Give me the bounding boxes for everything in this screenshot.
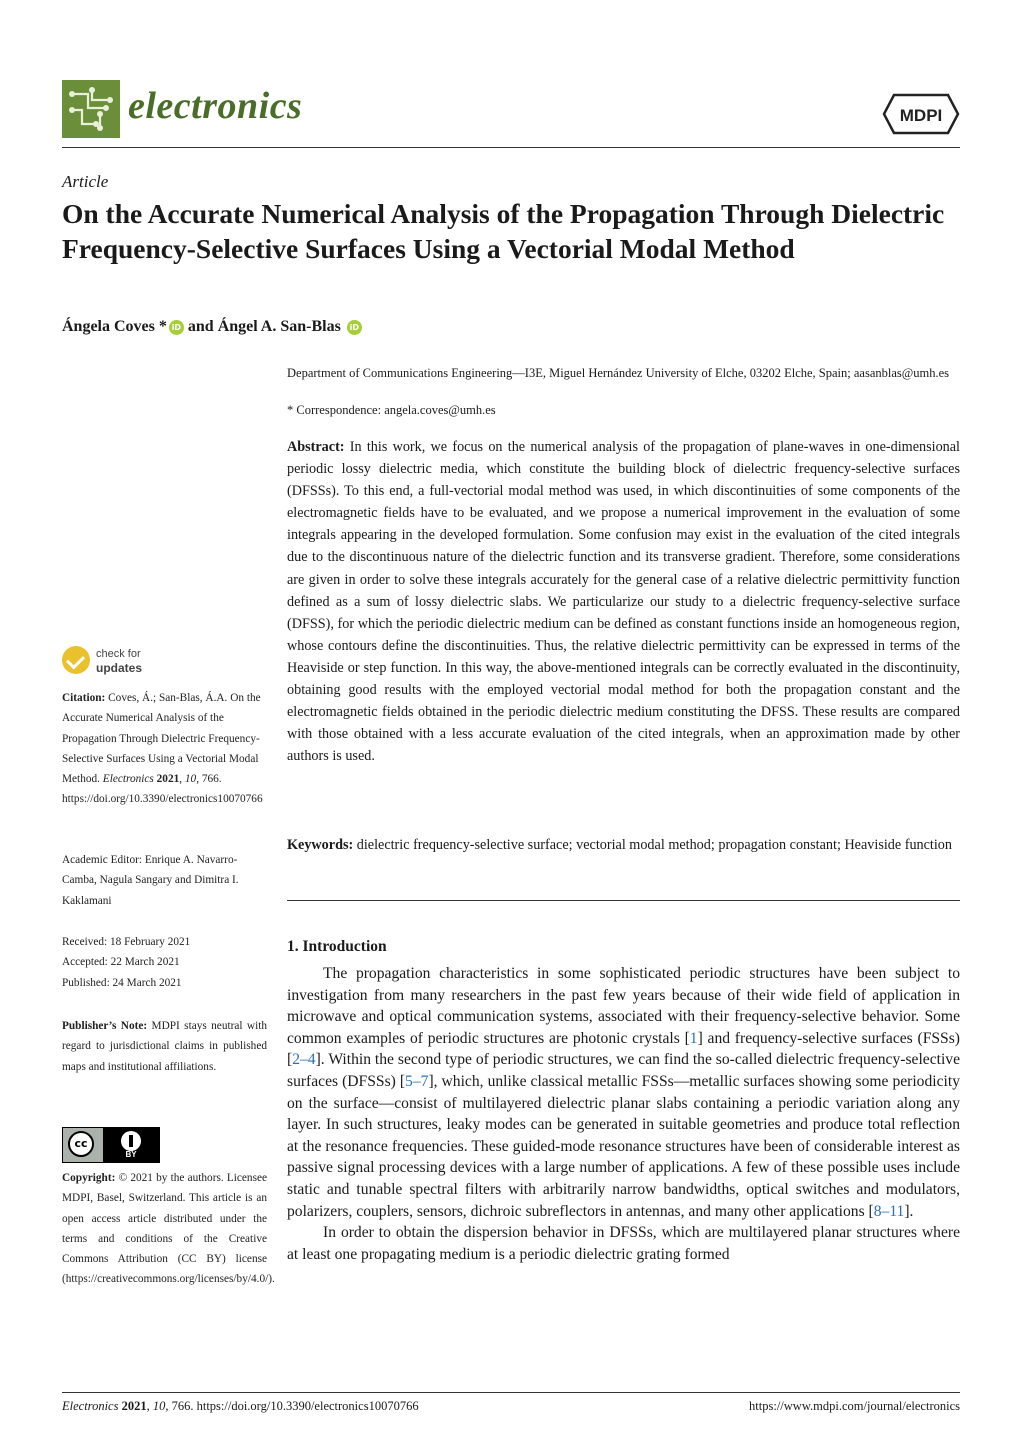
cc-icon: cc	[68, 1131, 94, 1157]
reference-range-dash: –	[412, 1072, 421, 1090]
received-date: Received: 18 February 2021	[62, 936, 191, 948]
reference-range-dash: –	[300, 1051, 308, 1069]
footer-journal: Electronics	[62, 1399, 119, 1413]
affiliation-text: Department of Communications Engineering—I3E, Miguel Hernández University of Elche, 03202 Elche, Spain; aasanblas@umh.es	[287, 366, 950, 380]
author-2[interactable]: Ángel A. San-Blas	[217, 318, 341, 335]
updates-text: updates	[96, 661, 143, 675]
author-connector: and	[187, 318, 214, 335]
keywords-text: dielectric frequency-selective surface; vectorial modal method; propagation constant; Heaviside function	[356, 837, 952, 853]
check-icon	[62, 646, 90, 674]
intro-text: The propagation characteristics in some sophisticated periodic structures have been subject to investigation from many researchers in the past few years because of their wide field of application in microwave and optical communication systems, associated with their frequency-selective behavior. Some common examples of periodic structures are photonic crystals [	[287, 965, 960, 1047]
author-1[interactable]: Ángela Coves *	[62, 318, 167, 335]
header-divider	[62, 147, 960, 148]
correspondence: * Correspondence: angela.coves@umh.es	[287, 403, 496, 417]
by-section	[103, 1128, 159, 1162]
intro-text: ]. Within the second type of periodic structures, we can find the so-called dielectric frequency-selective surfaces (DFSSs) [	[287, 1051, 960, 1090]
article-type: Article	[62, 172, 109, 191]
dates-block	[62, 932, 267, 993]
check-for-text: check for	[96, 648, 141, 660]
journal-logo[interactable]	[62, 80, 120, 138]
check-for-updates-badge[interactable]	[62, 640, 172, 680]
keywords	[287, 834, 960, 856]
copyright-label: Copyright:	[62, 1172, 116, 1184]
keywords-divider	[287, 900, 960, 901]
footer-doi[interactable]: , 766. https://doi.org/10.3390/electronics10070766	[165, 1399, 419, 1413]
footer-year: 2021	[121, 1399, 147, 1413]
attribution-icon	[121, 1131, 141, 1151]
reference-link[interactable]: 5	[405, 1072, 413, 1090]
reference-range-dash: –	[881, 1202, 890, 1220]
article-title: On the Accurate Numerical Analysis of the Propagation Through Dielectric Frequency-Selective Surfaces Using a Vectorial Modal Method	[62, 198, 945, 264]
orcid-icon[interactable]: iD	[169, 320, 184, 335]
publisher-note-text: MDPI stays neutral with regard to jurisdictional claims in published maps and institutional affiliations.	[62, 1020, 267, 1073]
intro-text: ].	[904, 1202, 914, 1220]
published-date: Published: 24 March 2021	[62, 976, 182, 989]
abstract	[287, 436, 960, 767]
reference-link[interactable]: 1	[689, 1029, 698, 1047]
citation-year: 2021	[156, 773, 180, 786]
intro-text: ], which, unlike classical metallic FSSs—metallic surfaces showing some periodicity on the surface—consist of multilayered dielectric planar slabs containing a periodic variation along any layer. In such structures, leaky modes can be generated in suitable geometries and produce total reflection at the resonance frequencies. These guided-mode resonance structures have been of considerable interest as passive signal processing devices with a large number of applications. A few of these possible uses include static and tunable spectral filters with arbitrarily narrow bandwidths, optical switches and modulators, polarizers, couplers, sensors, dichroic subreflectors in antennas, and many other applications [	[287, 1072, 960, 1220]
cc-by-license-badge[interactable]	[62, 1127, 160, 1163]
section-heading: 1. Introduction	[287, 938, 387, 955]
intro-paragraph	[287, 963, 960, 1222]
footer-journal-url[interactable]: https://www.mdpi.com/journal/electronics	[749, 1399, 960, 1413]
mdpi-logo[interactable]	[882, 93, 960, 135]
citation: Citation: Coves, Á.; San-Blas, Á.A. On the Accurate Numerical Analysis of the Propagation Through Dielectric Frequency-Selective Surfaces Using a Vectorial Modal Method. Electronics 2021, 10, 766. https://doi.org/10.3390/electronics10070766	[62, 692, 263, 806]
citation-block	[62, 688, 267, 810]
accepted-date: Accepted: 22 March 2021	[62, 956, 180, 969]
intro-text: ] and frequency-selective surfaces (FSSs) [	[287, 1029, 960, 1069]
citation-text: Coves, Á.; San-Blas, Á.A. On the Accurate Numerical Analysis of the Propagation Through Dielectric Frequency-Selective Surfaces Using a Vectorial Modal Method.	[62, 692, 261, 786]
footer-citation: Electronics 2021, 10, 766. https://doi.org/10.3390/electronics10070766	[62, 1399, 419, 1413]
citation-label: Citation:	[62, 692, 106, 704]
reference-link[interactable]: 8	[873, 1202, 882, 1220]
affiliation	[287, 364, 960, 382]
publisher-note-label: Publisher’s Note:	[62, 1020, 148, 1032]
keywords-label: Keywords:	[287, 837, 354, 853]
orcid-icon[interactable]: iD	[347, 320, 362, 335]
by-label: BY	[125, 1150, 137, 1159]
academic-editor: Academic Editor: Enrique A. Navarro-Camba, Nagula Sangary and Dimitra I. Kaklamani	[62, 854, 239, 907]
citation-journal: Electronics	[102, 773, 154, 786]
journal-name[interactable]: electronics	[128, 85, 303, 127]
intro-paragraph: In order to obtain the dispersion behavior in DFSSs, which are multilayered planar structures where at least one propagating medium is a periodic dielectric grating formed	[287, 1224, 960, 1263]
introduction-body	[287, 963, 960, 1265]
publisher-note	[62, 1016, 267, 1077]
copyright-text: © 2021 by the authors. Licensee MDPI, Basel, Switzerland. This article is an open access article distributed under the terms and conditions of the Creative Commons Attribution (CC BY) license (https://creativecommons.org/licenses/by/4.0/).	[62, 1172, 275, 1286]
author-list	[62, 318, 362, 336]
reference-link[interactable]: 7	[420, 1072, 429, 1090]
abstract-text: In this work, we focus on the numerical analysis of the propagation of plane-waves in one-dimensional periodic lossy dielectric media, which constitute the building block of dielectric frequency-selective surfaces (DFSSs). To this end, a full-vectorial modal method was used, in which discontinuities of some components of the electromagnetic fields have to be evaluated, and we propose a numerical improvement in the evaluation of some integrals appearing in the developed formulation. Some confusion may exist in the evaluation of the cited integrals due to the discontinuous nature of the dielectric function and its transverse gradient. Therefore, some considerations are given in order to solve these integrals accurately for the general case of a relative dielectric permittivity function defined as a sum of lossy dielectric slabs. We particularize our study to a dielectric frequency-selective surface (DFSS), for which the periodic dielectric medium can be defined as constant functions inside an homogeneous region, whose contours define the discontinuities. Thus, the relative dielectric permittivity can be expressed in terms of the Heaviside or step function. In this way, the above-mentioned integrals can be correctly evaluated in the discontinuity, obtaining good results with the employed vectorial modal method for both the propagation constant and the electromagnetic fields obtained in the periodic dielectric medium constituting the DFSS. These results are compared with those obtained with a less accurate evaluation of the cited integrals, when an approximation made by other authors is used.	[287, 439, 960, 765]
reference-link[interactable]: 11	[889, 1202, 905, 1220]
copyright	[62, 1168, 275, 1290]
footer-volume: 10	[152, 1399, 166, 1413]
citation-doi[interactable]: , 766. https://doi.org/10.3390/electronics10070766	[62, 773, 263, 806]
footer-divider	[62, 1392, 960, 1393]
citation-volume: 10	[184, 773, 197, 786]
reference-link[interactable]: 2	[292, 1051, 300, 1069]
mdpi-logo-text: MDPI	[899, 106, 943, 125]
abstract-label: Abstract:	[287, 439, 345, 455]
reference-link[interactable]: 4	[307, 1051, 316, 1069]
